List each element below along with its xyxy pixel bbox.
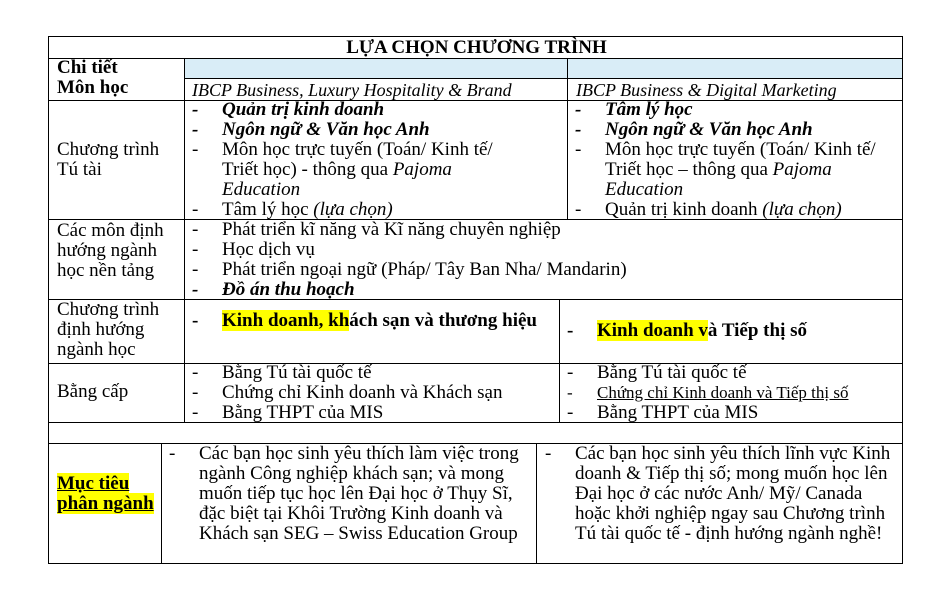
program-table xyxy=(48,36,903,564)
muc-tieu-list-a xyxy=(167,444,531,544)
list-item: - Các bạn học sinh yêu thích làm việc trong ngành Công nghiệp khách sạn; và mong muốn tiếp tục học lên Đại học ở Thụy Sĩ, đặc biệt tại Khôi Trường Kinh doanh và Khách sạn SEG – Swiss Education Group xyxy=(167,444,531,544)
list-item: - Đồ án thu hoạch xyxy=(187,280,887,300)
list-item: - Kinh doanh, khách sạn và thương hiệu xyxy=(187,311,542,331)
chuong-trinh-list-a xyxy=(187,311,542,331)
list-item: - Phát triển kĩ năng và Kĩ năng chuyên nghiệp xyxy=(187,220,887,240)
list-item: - Bằng Tú tài quốc tế xyxy=(562,363,902,383)
tu-tai-list-b xyxy=(570,100,900,220)
list-item: - Môn học trực tuyến (Toán/ Kinh tế/ Triết học) - thông qua Pajoma Education xyxy=(187,140,517,200)
header-label: Chi tiết Môn học xyxy=(57,57,129,98)
list-item: - Ngôn ngữ & Văn học Anh xyxy=(570,120,900,140)
row-label-chuong-trinh: Chương trình định hướng ngành học xyxy=(57,299,160,360)
row-label-tu-tai: Chương trình Tú tài xyxy=(57,139,160,180)
list-item: - Quản trị kinh doanh xyxy=(187,100,517,120)
header-fill-b xyxy=(568,59,902,78)
list-item: - Bằng Tú tài quốc tế xyxy=(187,363,552,383)
table-title: LỰA CHỌN CHƯƠNG TRÌNH xyxy=(346,37,607,58)
list-item: - Phát triển ngoại ngữ (Pháp/ Tây Ban Nha/ Mandarin) xyxy=(187,260,887,280)
chuong-trinh-list-b xyxy=(562,321,892,341)
row-label-bang-cap: Bằng cấp xyxy=(57,381,129,402)
muc-tieu-list-b xyxy=(543,444,893,544)
dinh-huong-list xyxy=(187,220,887,300)
list-item: - Ngôn ngữ & Văn học Anh xyxy=(187,120,517,140)
program-a-header: IBCP Business, Luxury Hospitality & Brand xyxy=(192,80,512,100)
list-item: - Môn học trực tuyến (Toán/ Kinh tế/ Triết học – thông qua Pajoma Education xyxy=(570,140,900,200)
list-item: - Tâm lý học (lựa chọn) xyxy=(187,200,517,220)
header-fill-a xyxy=(184,59,567,78)
list-item: - Quản trị kinh doanh (lựa chọn) xyxy=(570,200,900,220)
list-item: - Tâm lý học xyxy=(570,100,900,120)
list-item: - Chứng chỉ Kinh doanh và Khách sạn xyxy=(187,383,552,403)
row-label-dinh-huong: Các môn định hướng ngành học nền tảng xyxy=(57,220,164,281)
list-item: - Kinh doanh và Tiếp thị số xyxy=(562,321,892,341)
list-item: - Bằng THPT của MIS xyxy=(562,403,902,423)
bang-cap-list-b xyxy=(562,363,902,423)
list-item: - Học dịch vụ xyxy=(187,240,887,260)
list-item: - Các bạn học sinh yêu thích lĩnh vực Kinh doanh & Tiếp thị số; mong muốn học lên Đại học ở các nước Anh/ Mỹ/ Canada hoặc khởi nghiệp ngay sau Chương trình Tú tài quốc tế - định hướng ngành nghề! xyxy=(543,444,893,544)
tu-tai-list-a xyxy=(187,100,517,220)
list-item: - Bằng THPT của MIS xyxy=(187,403,552,423)
row-label-muc-tieu: Mục tiêu phân ngành xyxy=(57,473,154,514)
program-b-header: IBCP Business & Digital Marketing xyxy=(576,80,837,100)
list-item: - Chứng chỉ Kinh doanh và Tiếp thị số xyxy=(562,383,902,403)
bang-cap-list-a xyxy=(187,363,552,423)
